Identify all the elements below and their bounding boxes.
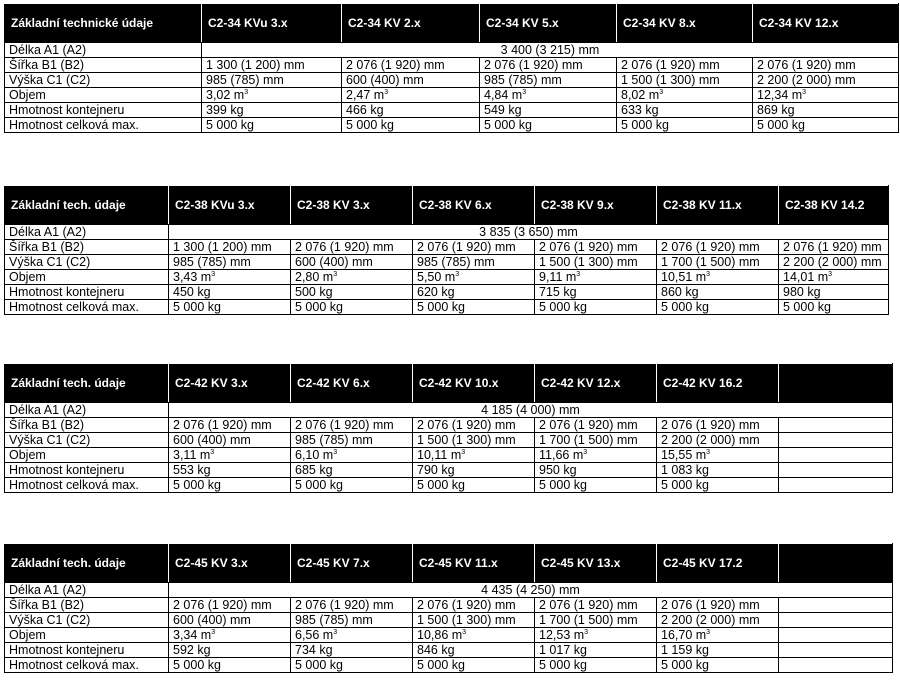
- cell: 1 159 kg: [657, 643, 779, 658]
- cell: [342, 88, 480, 103]
- model-header: C2-42 KV 12.x: [535, 364, 657, 403]
- volume-value: 2,80 m: [295, 270, 334, 284]
- header-title: Základní technické údaje: [5, 4, 202, 43]
- cell: 2 076 (1 920) mm: [413, 598, 535, 613]
- volume-value: 11,66 m: [539, 448, 584, 462]
- row-label: Hmotnost kontejneru: [5, 463, 169, 478]
- row-label: Objem: [5, 448, 169, 463]
- row-delka: [5, 225, 889, 240]
- cell: 5 000 kg: [535, 478, 657, 493]
- row-vyska: [5, 73, 899, 88]
- row-label: Hmotnost celková max.: [5, 658, 169, 673]
- delka-value: 4 185 (4 000) mm: [169, 403, 893, 418]
- unit-exponent: 3: [210, 449, 215, 456]
- delka-value: 4 435 (4 250) mm: [169, 583, 893, 598]
- cell: [535, 448, 657, 463]
- table-header-row: [5, 544, 893, 583]
- volume-value: 3,02 m: [206, 88, 245, 102]
- cell: [779, 270, 889, 285]
- cell: 5 000 kg: [169, 300, 291, 315]
- cell: 734 kg: [291, 643, 413, 658]
- model-header: C2-42 KV 3.x: [169, 364, 291, 403]
- model-header: C2-42 KV 16.2: [657, 364, 779, 403]
- cell: 1 500 (1 300) mm: [413, 613, 535, 628]
- cell: 2 076 (1 920) mm: [779, 240, 889, 255]
- unit-exponent: 3: [802, 89, 807, 96]
- cell: 1 300 (1 200) mm: [169, 240, 291, 255]
- cell: 466 kg: [342, 103, 480, 118]
- cell: 5 000 kg: [291, 300, 413, 315]
- cell: 2 200 (2 000) mm: [657, 613, 779, 628]
- model-header: C2-45 KV 11.x: [413, 544, 535, 583]
- model-header: C2-38 KV 3.x: [291, 186, 413, 225]
- unit-exponent: 3: [462, 629, 467, 636]
- unit-exponent: 3: [211, 271, 216, 278]
- row-label: Hmotnost kontejneru: [5, 103, 202, 118]
- model-header: C2-38 KV 6.x: [413, 186, 535, 225]
- cell: 985 (785) mm: [291, 613, 413, 628]
- cell: 715 kg: [535, 285, 657, 300]
- cell: 5 000 kg: [291, 478, 413, 493]
- cell: 5 000 kg: [413, 478, 535, 493]
- cell: 2 076 (1 920) mm: [413, 240, 535, 255]
- table-header-row: [5, 4, 899, 43]
- row-label: Délka A1 (A2): [5, 225, 169, 240]
- cell: [413, 448, 535, 463]
- cell: 633 kg: [617, 103, 753, 118]
- cell: 985 (785) mm: [291, 433, 413, 448]
- cell: 5 000 kg: [202, 118, 342, 133]
- row-objem: [5, 88, 899, 103]
- row-delka: [5, 43, 899, 58]
- row-hmotnost: [5, 463, 893, 478]
- cell: [657, 628, 779, 643]
- cell: 860 kg: [657, 285, 779, 300]
- row-label: Délka A1 (A2): [5, 403, 169, 418]
- cell: 2 076 (1 920) mm: [169, 418, 291, 433]
- cell: [291, 270, 413, 285]
- row-sirka: [5, 58, 899, 73]
- cell: 846 kg: [413, 643, 535, 658]
- model-header: C2-38 KV 11.x: [657, 186, 779, 225]
- row-vyska: [5, 613, 893, 628]
- cell: 2 076 (1 920) mm: [535, 240, 657, 255]
- row-label: Šířka B1 (B2): [5, 598, 169, 613]
- cell-empty: [779, 463, 893, 478]
- cell: [202, 88, 342, 103]
- unit-exponent: 3: [461, 449, 466, 456]
- volume-value: 6,10 m: [295, 448, 334, 462]
- row-label: Výška C1 (C2): [5, 613, 169, 628]
- volume-value: 2,47 m: [346, 88, 385, 102]
- model-header: C2-45 KV 3.x: [169, 544, 291, 583]
- row-label: Hmotnost kontejneru: [5, 285, 169, 300]
- cell: 869 kg: [753, 103, 899, 118]
- model-header: C2-38 KVu 3.x: [169, 186, 291, 225]
- row-sirka: [5, 240, 889, 255]
- cell: 2 076 (1 920) mm: [535, 418, 657, 433]
- cell: 950 kg: [535, 463, 657, 478]
- cell-empty: [779, 628, 893, 643]
- cell: [535, 628, 657, 643]
- cell-empty: [779, 643, 893, 658]
- unit-exponent: 3: [455, 271, 460, 278]
- cell: 620 kg: [413, 285, 535, 300]
- cell: 980 kg: [779, 285, 889, 300]
- cell: 600 (400) mm: [169, 613, 291, 628]
- unit-exponent: 3: [211, 629, 216, 636]
- row-delka: [5, 583, 893, 598]
- cell: 2 076 (1 920) mm: [291, 418, 413, 433]
- cell: 5 000 kg: [535, 300, 657, 315]
- cell: 1 700 (1 500) mm: [535, 613, 657, 628]
- cell: 5 000 kg: [342, 118, 480, 133]
- cell: 5 000 kg: [169, 478, 291, 493]
- model-header: C2-34 KV 5.x: [480, 4, 617, 43]
- table-header-row: [5, 186, 889, 225]
- cell: 549 kg: [480, 103, 617, 118]
- cell: [657, 448, 779, 463]
- row-celkova: [5, 300, 889, 315]
- cell: 2 076 (1 920) mm: [169, 598, 291, 613]
- cell: 5 000 kg: [413, 658, 535, 673]
- unit-exponent: 3: [583, 449, 588, 456]
- row-label: Hmotnost celková max.: [5, 118, 202, 133]
- cell: 2 076 (1 920) mm: [617, 58, 753, 73]
- cell: 685 kg: [291, 463, 413, 478]
- model-header-empty: [779, 364, 893, 403]
- cell: [480, 88, 617, 103]
- cell: [657, 270, 779, 285]
- model-header: C2-42 KV 6.x: [291, 364, 413, 403]
- volume-value: 10,11 m: [417, 448, 462, 462]
- row-label: Šířka B1 (B2): [5, 240, 169, 255]
- cell: [169, 270, 291, 285]
- volume-value: 12,53 m: [539, 628, 585, 642]
- row-label: Objem: [5, 270, 169, 285]
- cell: 1 500 (1 300) mm: [535, 255, 657, 270]
- cell: 2 200 (2 000) mm: [779, 255, 889, 270]
- volume-value: 6,56 m: [295, 628, 334, 642]
- cell: 5 000 kg: [617, 118, 753, 133]
- cell: 2 076 (1 920) mm: [342, 58, 480, 73]
- volume-value: 15,55 m: [661, 448, 707, 462]
- cell: 2 200 (2 000) mm: [657, 433, 779, 448]
- row-hmotnost: [5, 103, 899, 118]
- unit-exponent: 3: [522, 89, 527, 96]
- cell: 2 076 (1 920) mm: [535, 598, 657, 613]
- delka-value: 3 835 (3 650) mm: [169, 225, 889, 240]
- row-hmotnost: [5, 643, 893, 658]
- cell-empty: [779, 598, 893, 613]
- cell: [753, 88, 899, 103]
- cell: 1 017 kg: [535, 643, 657, 658]
- cell: 450 kg: [169, 285, 291, 300]
- cell: 2 076 (1 920) mm: [413, 418, 535, 433]
- unit-exponent: 3: [384, 89, 389, 96]
- cell: 1 083 kg: [657, 463, 779, 478]
- volume-value: 9,11 m: [539, 270, 577, 284]
- row-vyska: [5, 255, 889, 270]
- cell: 600 (400) mm: [169, 433, 291, 448]
- cell: 5 000 kg: [657, 478, 779, 493]
- volume-value: 12,34 m: [757, 88, 803, 102]
- model-header: C2-45 KV 13.x: [535, 544, 657, 583]
- row-label: Výška C1 (C2): [5, 433, 169, 448]
- volume-value: 10,86 m: [417, 628, 463, 642]
- volume-value: 3,34 m: [173, 628, 212, 642]
- spec-table-c2-34: [4, 3, 899, 133]
- cell: 5 000 kg: [480, 118, 617, 133]
- model-header: C2-34 KV 2.x: [342, 4, 480, 43]
- unit-exponent: 3: [706, 449, 711, 456]
- model-header: C2-45 KV 17.2: [657, 544, 779, 583]
- row-label: Hmotnost celková max.: [5, 300, 169, 315]
- unit-exponent: 3: [706, 271, 711, 278]
- model-header: C2-42 KV 10.x: [413, 364, 535, 403]
- cell: 1 300 (1 200) mm: [202, 58, 342, 73]
- unit-exponent: 3: [576, 271, 581, 278]
- cell: [535, 270, 657, 285]
- cell: 2 076 (1 920) mm: [657, 598, 779, 613]
- model-header: C2-34 KV 8.x: [617, 4, 753, 43]
- cell: [291, 628, 413, 643]
- model-header: C2-34 KVu 3.x: [202, 4, 342, 43]
- cell: 2 076 (1 920) mm: [291, 598, 413, 613]
- spec-table-c2-45: [4, 543, 893, 673]
- model-header: C2-34 KV 12.x: [753, 4, 899, 43]
- model-header: C2-38 KV 14.2: [779, 186, 889, 225]
- cell: 5 000 kg: [413, 300, 535, 315]
- cell: 2 076 (1 920) mm: [657, 240, 779, 255]
- row-delka: [5, 403, 893, 418]
- cell: 5 000 kg: [291, 658, 413, 673]
- volume-value: 3,43 m: [173, 270, 212, 284]
- cell: 5 000 kg: [779, 300, 889, 315]
- cell: 1 700 (1 500) mm: [657, 255, 779, 270]
- cell: 553 kg: [169, 463, 291, 478]
- cell-empty: [779, 478, 893, 493]
- row-label: Objem: [5, 88, 202, 103]
- cell: 985 (785) mm: [169, 255, 291, 270]
- cell: 600 (400) mm: [291, 255, 413, 270]
- cell: 2 200 (2 000) mm: [753, 73, 899, 88]
- header-title: Základní tech. údaje: [5, 186, 169, 225]
- cell-empty: [779, 433, 893, 448]
- volume-value: 14,01 m: [783, 270, 829, 284]
- cell: 1 500 (1 300) mm: [617, 73, 753, 88]
- cell: 5 000 kg: [535, 658, 657, 673]
- header-title: Základní tech. údaje: [5, 544, 169, 583]
- row-celkova: [5, 478, 893, 493]
- unit-exponent: 3: [333, 449, 338, 456]
- cell: 2 076 (1 920) mm: [480, 58, 617, 73]
- table-header-row: [5, 364, 893, 403]
- row-label: Hmotnost kontejneru: [5, 643, 169, 658]
- model-header: C2-38 KV 9.x: [535, 186, 657, 225]
- cell-empty: [779, 418, 893, 433]
- row-celkova: [5, 118, 899, 133]
- row-label: Výška C1 (C2): [5, 255, 169, 270]
- cell: 985 (785) mm: [480, 73, 617, 88]
- model-header: C2-45 KV 7.x: [291, 544, 413, 583]
- cell: [413, 270, 535, 285]
- row-label: Objem: [5, 628, 169, 643]
- unit-exponent: 3: [706, 629, 711, 636]
- unit-exponent: 3: [828, 271, 833, 278]
- cell: [617, 88, 753, 103]
- unit-exponent: 3: [584, 629, 589, 636]
- cell: 592 kg: [169, 643, 291, 658]
- cell: 5 000 kg: [169, 658, 291, 673]
- row-label: Hmotnost celková max.: [5, 478, 169, 493]
- cell: 1 700 (1 500) mm: [535, 433, 657, 448]
- unit-exponent: 3: [333, 271, 338, 278]
- row-hmotnost: [5, 285, 889, 300]
- cell-empty: [779, 613, 893, 628]
- row-objem: [5, 448, 893, 463]
- cell: 2 076 (1 920) mm: [291, 240, 413, 255]
- delka-value: 3 400 (3 215) mm: [202, 43, 899, 58]
- cell: 399 kg: [202, 103, 342, 118]
- cell: 790 kg: [413, 463, 535, 478]
- row-celkova: [5, 658, 893, 673]
- row-sirka: [5, 598, 893, 613]
- row-label: Výška C1 (C2): [5, 73, 202, 88]
- spec-table-c2-42: [4, 363, 893, 493]
- row-objem: [5, 270, 889, 285]
- volume-value: 10,51 m: [661, 270, 707, 284]
- volume-value: 16,70 m: [661, 628, 707, 642]
- volume-value: 8,02 m: [621, 88, 660, 102]
- volume-value: 4,84 m: [484, 88, 523, 102]
- volume-value: 3,11 m: [173, 448, 211, 462]
- row-vyska: [5, 433, 893, 448]
- row-label: Šířka B1 (B2): [5, 418, 169, 433]
- unit-exponent: 3: [333, 629, 338, 636]
- cell: 985 (785) mm: [413, 255, 535, 270]
- row-label: Šířka B1 (B2): [5, 58, 202, 73]
- row-sirka: [5, 418, 893, 433]
- cell-empty: [779, 448, 893, 463]
- model-header-empty: [779, 544, 893, 583]
- cell-empty: [779, 658, 893, 673]
- unit-exponent: 3: [659, 89, 664, 96]
- cell: 2 076 (1 920) mm: [753, 58, 899, 73]
- cell: 5 000 kg: [657, 300, 779, 315]
- header-title: Základní tech. údaje: [5, 364, 169, 403]
- cell: 2 076 (1 920) mm: [657, 418, 779, 433]
- cell: [169, 448, 291, 463]
- row-objem: [5, 628, 893, 643]
- row-label: Délka A1 (A2): [5, 43, 202, 58]
- spec-table-c2-38: [4, 185, 889, 315]
- row-label: Délka A1 (A2): [5, 583, 169, 598]
- unit-exponent: 3: [244, 89, 249, 96]
- cell: 985 (785) mm: [202, 73, 342, 88]
- volume-value: 5,50 m: [417, 270, 456, 284]
- cell: 500 kg: [291, 285, 413, 300]
- cell: 1 500 (1 300) mm: [413, 433, 535, 448]
- cell: 5 000 kg: [657, 658, 779, 673]
- cell: 600 (400) mm: [342, 73, 480, 88]
- cell: [169, 628, 291, 643]
- cell: 5 000 kg: [753, 118, 899, 133]
- cell: [413, 628, 535, 643]
- cell: [291, 448, 413, 463]
